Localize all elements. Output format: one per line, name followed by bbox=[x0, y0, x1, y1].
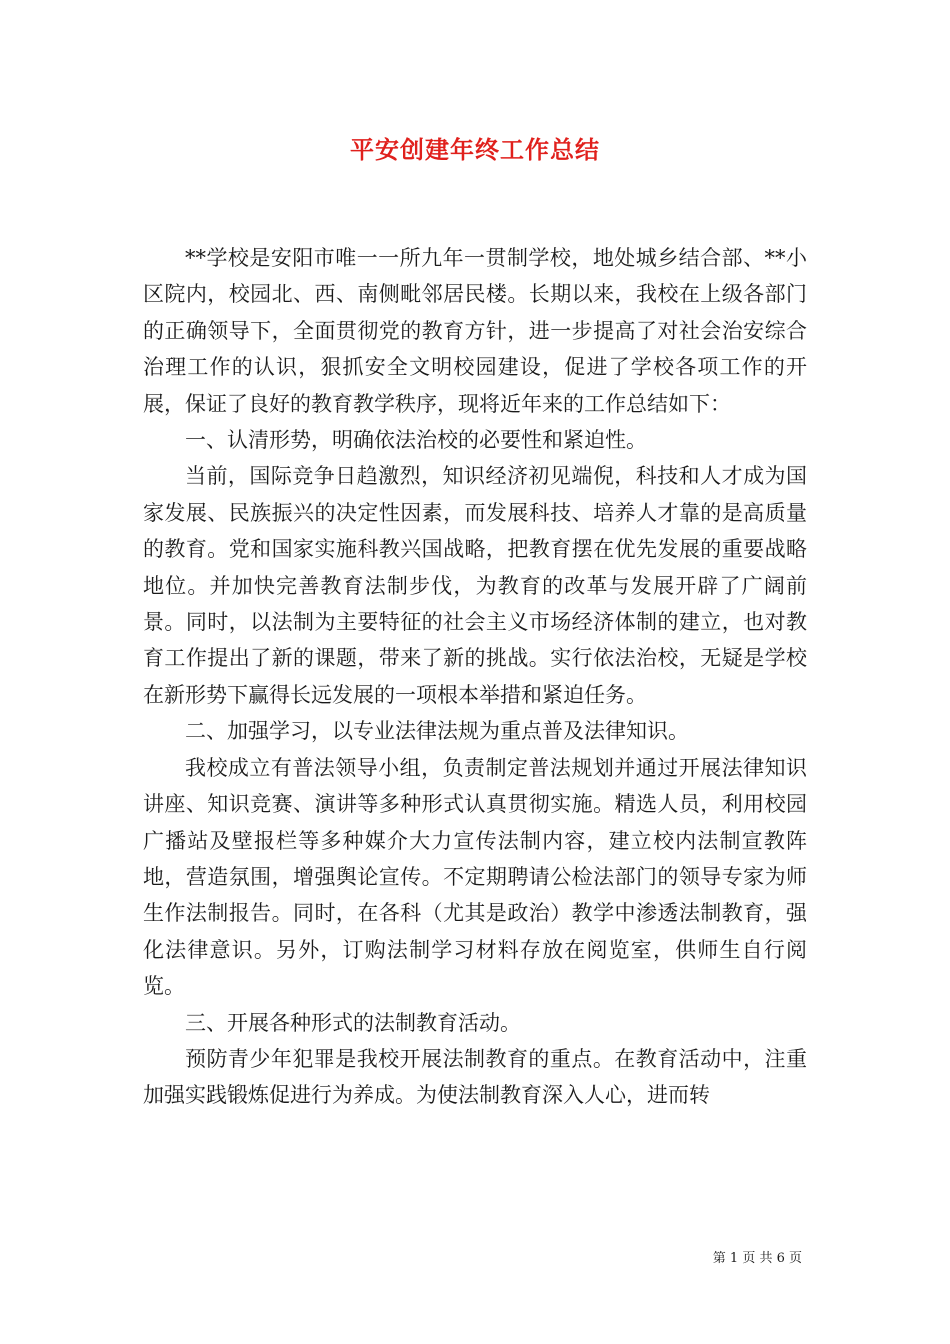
paragraph-1: 当前，国际竞争日趋激烈，知识经济初见端倪，科技和人才成为国家发展、民族振兴的决定性因素，而发展科技、培养人才靠的是高质量的教育。党和国家实施科教兴国战略，把教育摆在优先发展的重要战略地位。并加快完善教育法制步伐，为教育的改革与发展开辟了广阔前景。同时，以法制为主要特征的社会主义市场经济体制的建立，也对教育工作提出了新的课题，带来了新的挑战。实行依法治校，无疑是学校在新形势下赢得长远发展的一项根本举措和紧迫任务。 bbox=[143, 464, 807, 707]
section-heading-1: 一、认清形势，明确依法治校的必要性和紧迫性。 bbox=[185, 428, 647, 453]
document-body bbox=[143, 240, 807, 1114]
paragraph-2: 我校成立有普法领导小组，负责制定普法规划并通过开展法律知识讲座、知识竞赛、演讲等多种形式认真贯彻实施。精选人员，利用校园广播站及壁报栏等多种媒介大力宣传法制内容，建立校内法制宣教阵地，营造氛围，增强舆论宣传。不定期聘请公检法部门的领导专家为师生作法制报告。同时，在各科（尤其是政治）教学中渗透法制教育，强化法律意识。另外，订购法制学习材料存放在阅览室，供师生自行阅览。 bbox=[143, 755, 807, 999]
paragraph-intro: **学校是安阳市唯一一所九年一贯制学校，地处城乡结合部、**小区院内，校园北、西、南侧毗邻居民楼。长期以来，我校在上级各部门的正确领导下，全面贯彻党的教育方针，进一步提高了对社会治安综合治理工作的认识，狠抓安全文明校园建设，促进了学校各项工作的开展，保证了良好的教育教学秩序，现将近年来的工作总结如下： bbox=[143, 246, 807, 416]
section-heading-2: 二、加强学习，以专业法律法规为重点普及法律知识。 bbox=[185, 719, 689, 744]
page-number: 第 1 页 共 6 页 bbox=[712, 1251, 802, 1266]
section-heading-3: 三、开展各种形式的法制教育活动。 bbox=[185, 1010, 521, 1035]
paragraph-3: 预防青少年犯罪是我校开展法制教育的重点。在教育活动中，注重加强实践锻炼促进行为养成。为使法制教育深入人心，进而转 bbox=[143, 1046, 807, 1108]
page-title: 平安创建年终工作总结 bbox=[350, 135, 600, 164]
